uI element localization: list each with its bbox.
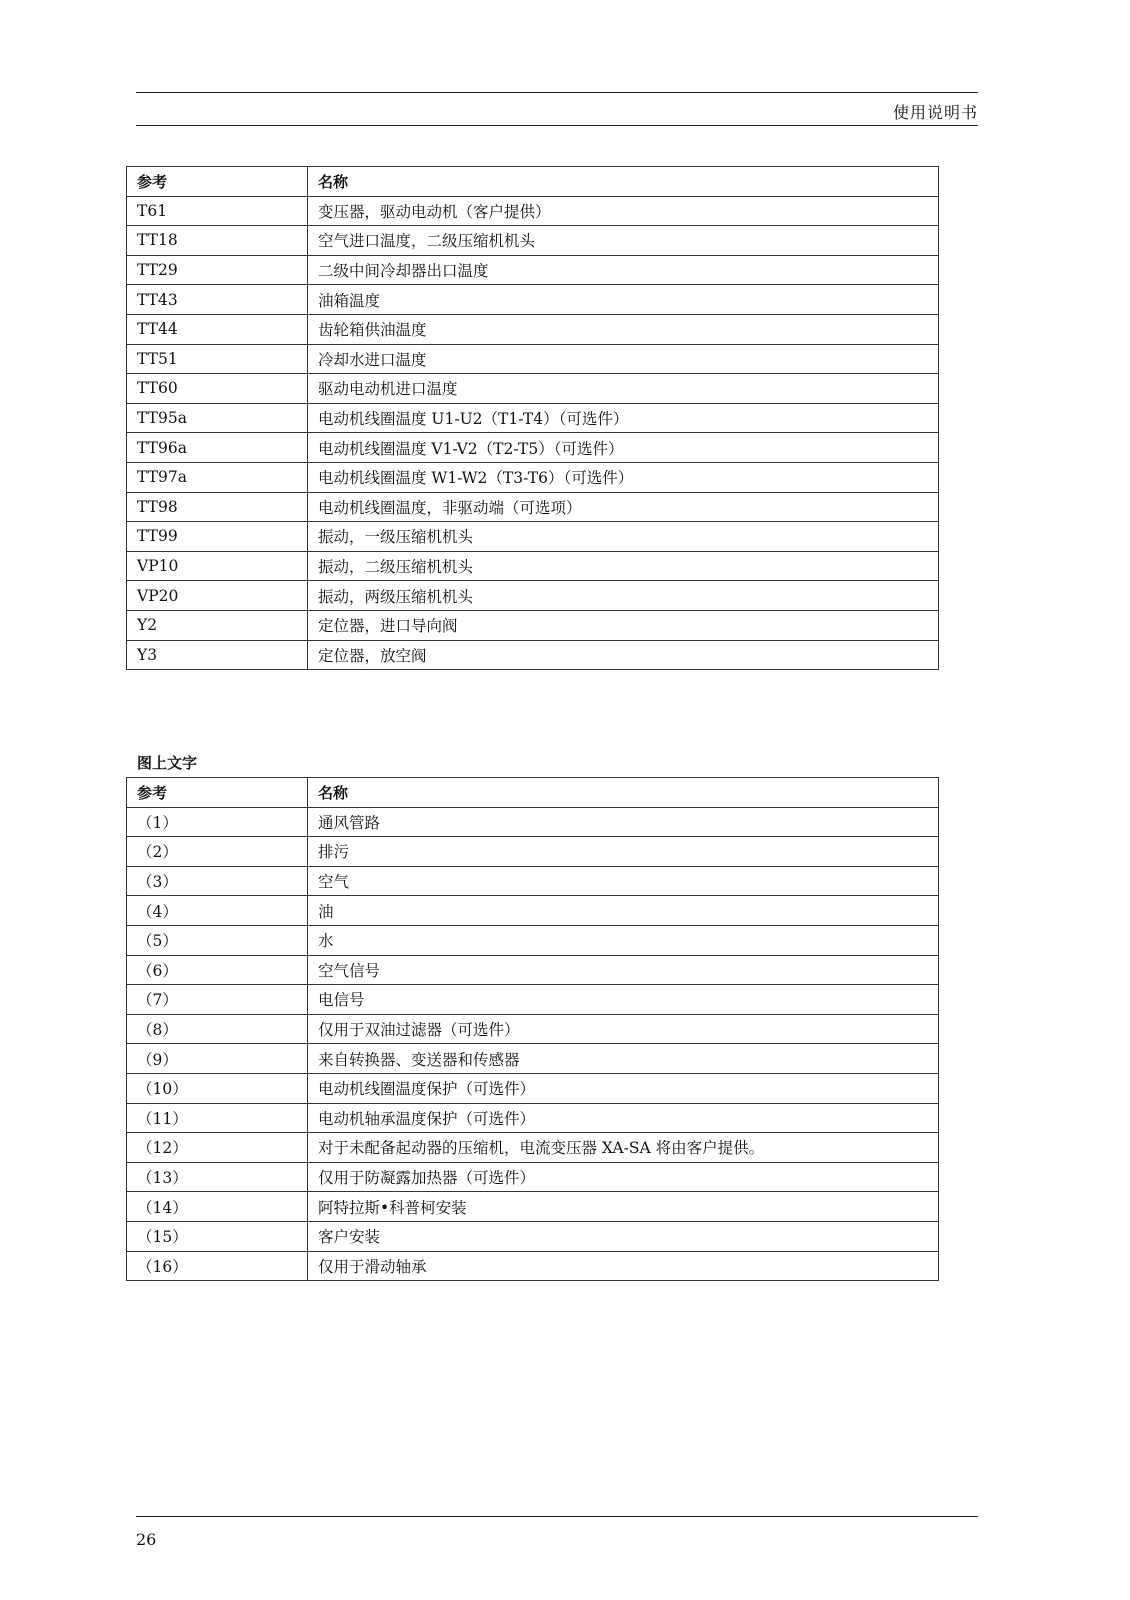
reference-cell: TT96a (127, 433, 308, 463)
table-row (127, 1044, 939, 1074)
name-cell: 齿轮箱供油温度 (308, 314, 939, 344)
name-cell: 电动机线圈温度 V1-V2（T2-T5）（可选件） (308, 433, 939, 463)
reference-cell: （13） (127, 1162, 308, 1192)
reference-cell: TT95a (127, 403, 308, 433)
column-header-ref: 参考 (127, 778, 308, 808)
table-row (127, 1073, 939, 1103)
name-cell: 来自转换器、变送器和传感器 (308, 1044, 939, 1074)
name-cell: 驱动电动机进口温度 (308, 374, 939, 404)
table-row (127, 196, 939, 226)
name-cell: 通风管路 (308, 807, 939, 837)
name-cell: 定位器，放空阀 (308, 640, 939, 670)
header-rule-top (136, 92, 978, 93)
name-cell: 电信号 (308, 985, 939, 1015)
table-header-row (127, 167, 939, 197)
name-cell: 电动机轴承温度保护（可选件） (308, 1103, 939, 1133)
table-header-row (127, 778, 939, 808)
reference-cell: VP10 (127, 551, 308, 581)
reference-cell: （11） (127, 1103, 308, 1133)
name-cell: 振动，一级压缩机机头 (308, 522, 939, 552)
name-cell: 客户安装 (308, 1221, 939, 1251)
name-cell: 电动机线圈温度，非驱动端（可选项） (308, 492, 939, 522)
table-row (127, 522, 939, 552)
reference-cell: （12） (127, 1133, 308, 1163)
name-cell: 油箱温度 (308, 285, 939, 315)
reference-cell: （8） (127, 1014, 308, 1044)
name-cell: 振动，二级压缩机机头 (308, 551, 939, 581)
column-header-ref: 参考 (127, 167, 308, 197)
name-cell: 空气进口温度，二级压缩机机头 (308, 226, 939, 256)
table-row (127, 866, 939, 896)
reference-cell: （14） (127, 1192, 308, 1222)
figure-text-section-title: 图上文字 (137, 754, 198, 772)
name-cell: 仅用于防凝露加热器（可选件） (308, 1162, 939, 1192)
table-row (127, 807, 939, 837)
table-row (127, 344, 939, 374)
reference-cell: Y3 (127, 640, 308, 670)
table-row (127, 1251, 939, 1281)
table-row (127, 581, 939, 611)
reference-cell: （9） (127, 1044, 308, 1074)
reference-cell: （1） (127, 807, 308, 837)
table-row (127, 492, 939, 522)
table-row (127, 985, 939, 1015)
table-row (127, 640, 939, 670)
table-row (127, 1014, 939, 1044)
table-row (127, 1103, 939, 1133)
name-cell: 排污 (308, 837, 939, 867)
references-table (126, 166, 939, 670)
table-row (127, 1162, 939, 1192)
name-cell: 仅用于双油过滤器（可选件） (308, 1014, 939, 1044)
name-cell: 阿特拉斯•科普柯安装 (308, 1192, 939, 1222)
column-header-name: 名称 (308, 778, 939, 808)
table-row (127, 285, 939, 315)
reference-cell: （6） (127, 955, 308, 985)
table-row (127, 896, 939, 926)
name-cell: 油 (308, 896, 939, 926)
table-row (127, 433, 939, 463)
column-header-name: 名称 (308, 167, 939, 197)
page-number: 26 (136, 1530, 157, 1549)
reference-cell: （5） (127, 925, 308, 955)
document-title: 使用说明书 (892, 103, 978, 122)
name-cell: 电动机线圈温度保护（可选件） (308, 1073, 939, 1103)
figure-text-table (126, 777, 939, 1281)
table-row (127, 403, 939, 433)
table-row (127, 374, 939, 404)
name-cell: 定位器，进口导向阀 (308, 610, 939, 640)
reference-cell: （3） (127, 866, 308, 896)
name-cell: 冷却水进口温度 (308, 344, 939, 374)
table-row (127, 1221, 939, 1251)
name-cell: 仅用于滑动轴承 (308, 1251, 939, 1281)
table-row (127, 925, 939, 955)
name-cell: 变压器，驱动电动机（客户提供） (308, 196, 939, 226)
name-cell: 振动，两级压缩机机头 (308, 581, 939, 611)
table-row (127, 1192, 939, 1222)
name-cell: 水 (308, 925, 939, 955)
footer-rule (136, 1516, 978, 1517)
table-row (127, 462, 939, 492)
reference-cell: Y2 (127, 610, 308, 640)
reference-cell: （4） (127, 896, 308, 926)
reference-cell: TT97a (127, 462, 308, 492)
reference-cell: TT18 (127, 226, 308, 256)
name-cell: 二级中间冷却器出口温度 (308, 255, 939, 285)
reference-cell: TT44 (127, 314, 308, 344)
table-row (127, 1133, 939, 1163)
name-cell: 空气 (308, 866, 939, 896)
reference-cell: TT99 (127, 522, 308, 552)
name-cell: 电动机线圈温度 U1-U2（T1-T4）（可选件） (308, 403, 939, 433)
reference-cell: TT29 (127, 255, 308, 285)
name-cell: 对于未配备起动器的压缩机，电流变压器 XA-SA 将由客户提供。 (308, 1133, 939, 1163)
table-row (127, 226, 939, 256)
reference-cell: VP20 (127, 581, 308, 611)
reference-cell: TT98 (127, 492, 308, 522)
reference-cell: （10） (127, 1073, 308, 1103)
reference-cell: （2） (127, 837, 308, 867)
reference-cell: T61 (127, 196, 308, 226)
reference-cell: TT60 (127, 374, 308, 404)
name-cell: 电动机线圈温度 W1-W2（T3-T6）（可选件） (308, 462, 939, 492)
header-rule-bottom (136, 125, 978, 126)
table-row (127, 255, 939, 285)
table-row (127, 551, 939, 581)
table-row (127, 837, 939, 867)
table-row (127, 610, 939, 640)
reference-cell: （7） (127, 985, 308, 1015)
reference-cell: （16） (127, 1251, 308, 1281)
reference-cell: TT43 (127, 285, 308, 315)
reference-cell: （15） (127, 1221, 308, 1251)
table-row (127, 314, 939, 344)
reference-cell: TT51 (127, 344, 308, 374)
name-cell: 空气信号 (308, 955, 939, 985)
table-row (127, 955, 939, 985)
